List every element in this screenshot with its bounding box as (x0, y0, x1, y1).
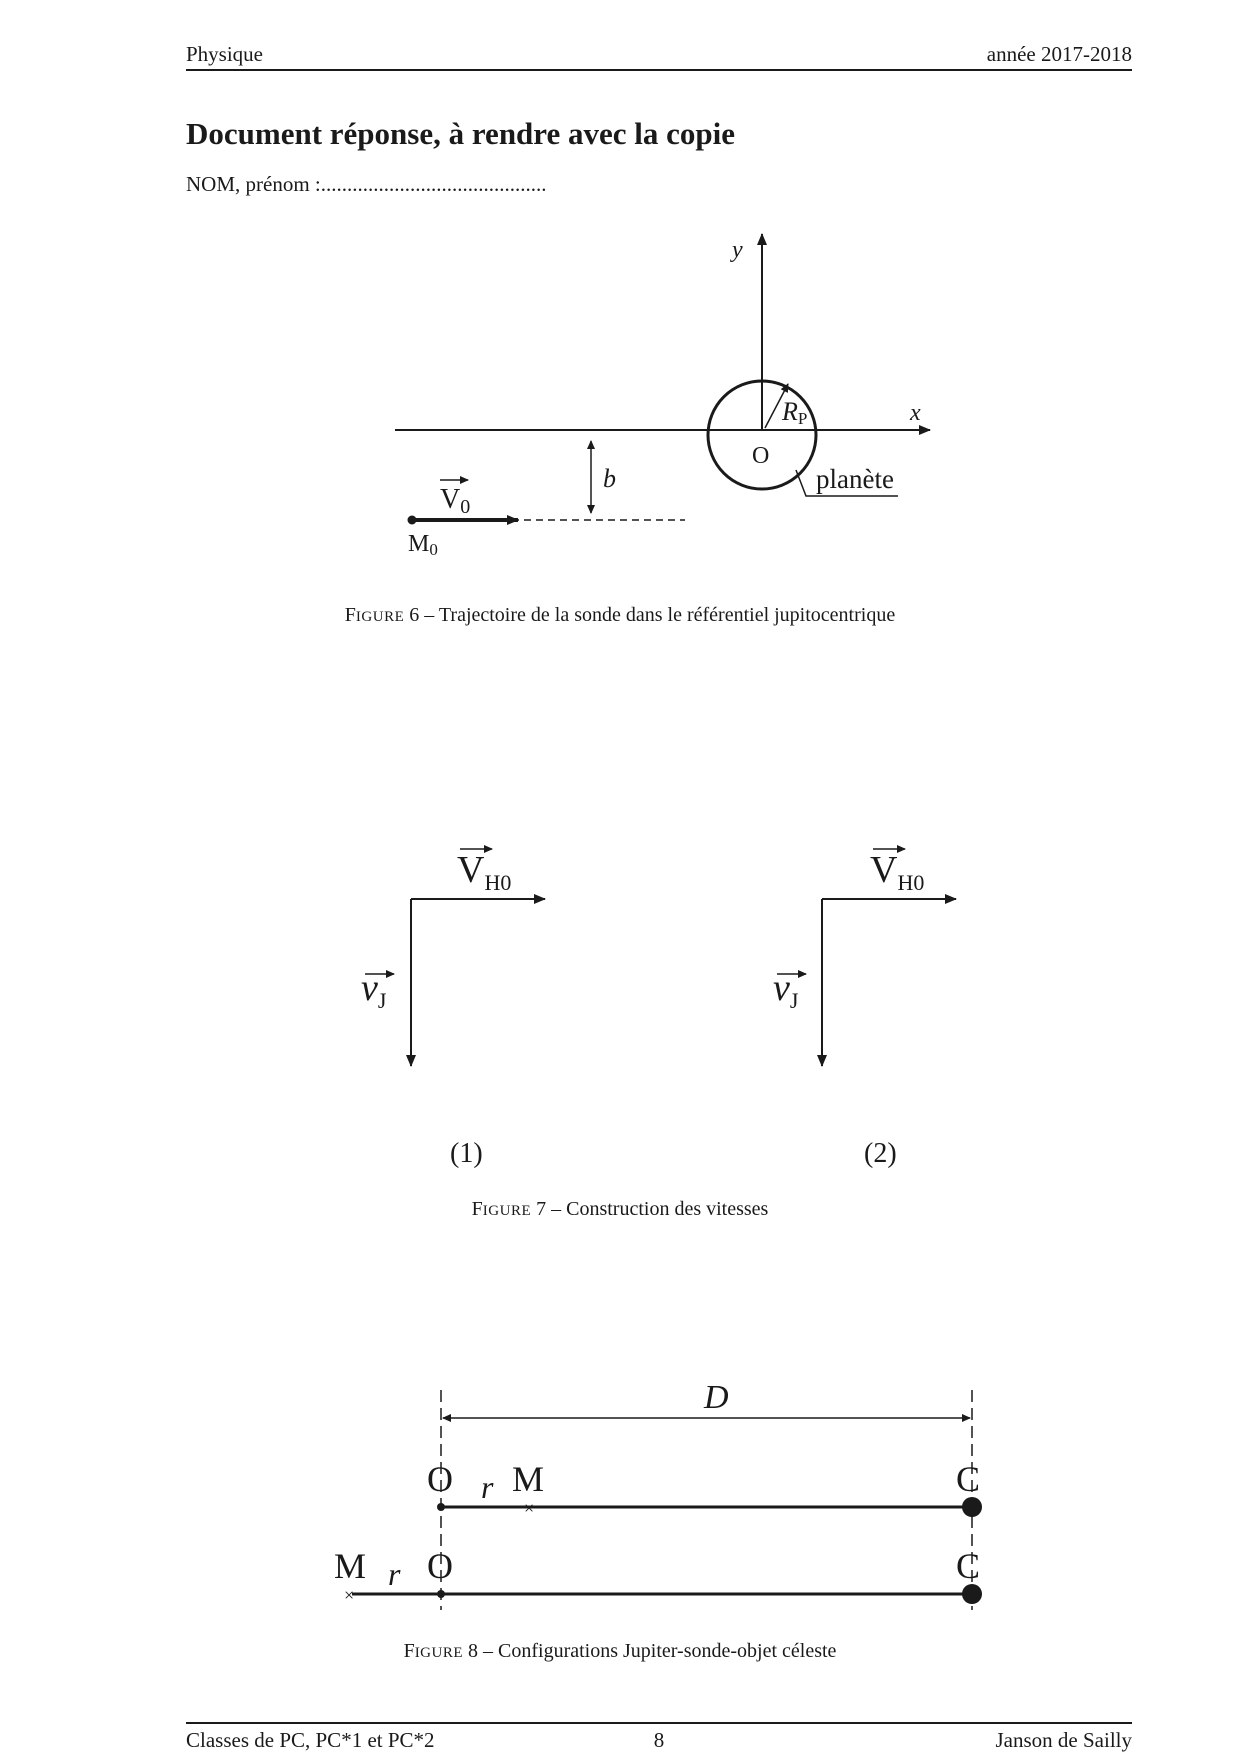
page-number: 8 (653, 1728, 665, 1752)
point-o-2 (437, 1590, 445, 1598)
configuration-1 (427, 1459, 982, 1518)
planet-label: planète (816, 464, 894, 494)
label-r-1: r (481, 1469, 494, 1505)
header-subject: Physique (186, 42, 264, 66)
cross-m-1: × (524, 1498, 535, 1518)
point-c-1 (962, 1497, 982, 1517)
b-label: b (603, 464, 616, 493)
point-c-2 (962, 1584, 982, 1604)
vh0-label-1: $V_{H0}$ (457, 849, 512, 895)
radius-label: RP (782, 397, 808, 428)
label-m-1: M (512, 1459, 545, 1499)
figure-6-caption: FIGURE 6 – Trajectoire de la sonde dans le référentiel jupitocentrique (344, 604, 896, 626)
footer-rule (186, 1722, 1132, 1724)
label-c-1: C (956, 1459, 981, 1499)
vh0-label-2: $V_{H0}$ (870, 849, 925, 895)
name-field: NOM, prénom :........................................... (186, 172, 547, 196)
configuration-2 (334, 1546, 982, 1605)
label-c-2: C (956, 1546, 981, 1586)
footer-classes: Classes de PC, PC*1 et PC*2 (186, 1728, 435, 1752)
label-r-2: r (388, 1556, 401, 1592)
velocity-v0-label: V0 (440, 484, 471, 518)
cross-m-2: × (344, 1585, 355, 1605)
page-title: Document réponse, à rendre avec la copie (186, 116, 736, 151)
footer-school: Janson de Sailly (995, 1728, 1132, 1752)
label-o-2: O (427, 1546, 453, 1586)
diagram-label-2: (2) (864, 1138, 897, 1169)
label-m-2: M (334, 1546, 367, 1586)
point-o-1 (437, 1503, 445, 1511)
vj-label-2: $v_J$ (773, 967, 799, 1013)
vj-label-1: $v_J$ (361, 967, 387, 1013)
d-label: D (704, 1379, 729, 1416)
x-axis-label: x (910, 400, 921, 426)
header-year: année 2017-2018 (986, 42, 1132, 66)
label-o-1: O (427, 1459, 453, 1499)
figure-7-caption: FIGURE 7 – Construction des vitesses (471, 1198, 769, 1220)
y-axis-label: y (732, 237, 743, 263)
origin-label: O (752, 443, 770, 469)
diagram-label-1: (1) (450, 1138, 483, 1169)
figure-8-caption: FIGURE 8 – Configurations Jupiter-sonde-objet céleste (403, 1640, 837, 1662)
point-m0-label: M0 (408, 531, 438, 559)
